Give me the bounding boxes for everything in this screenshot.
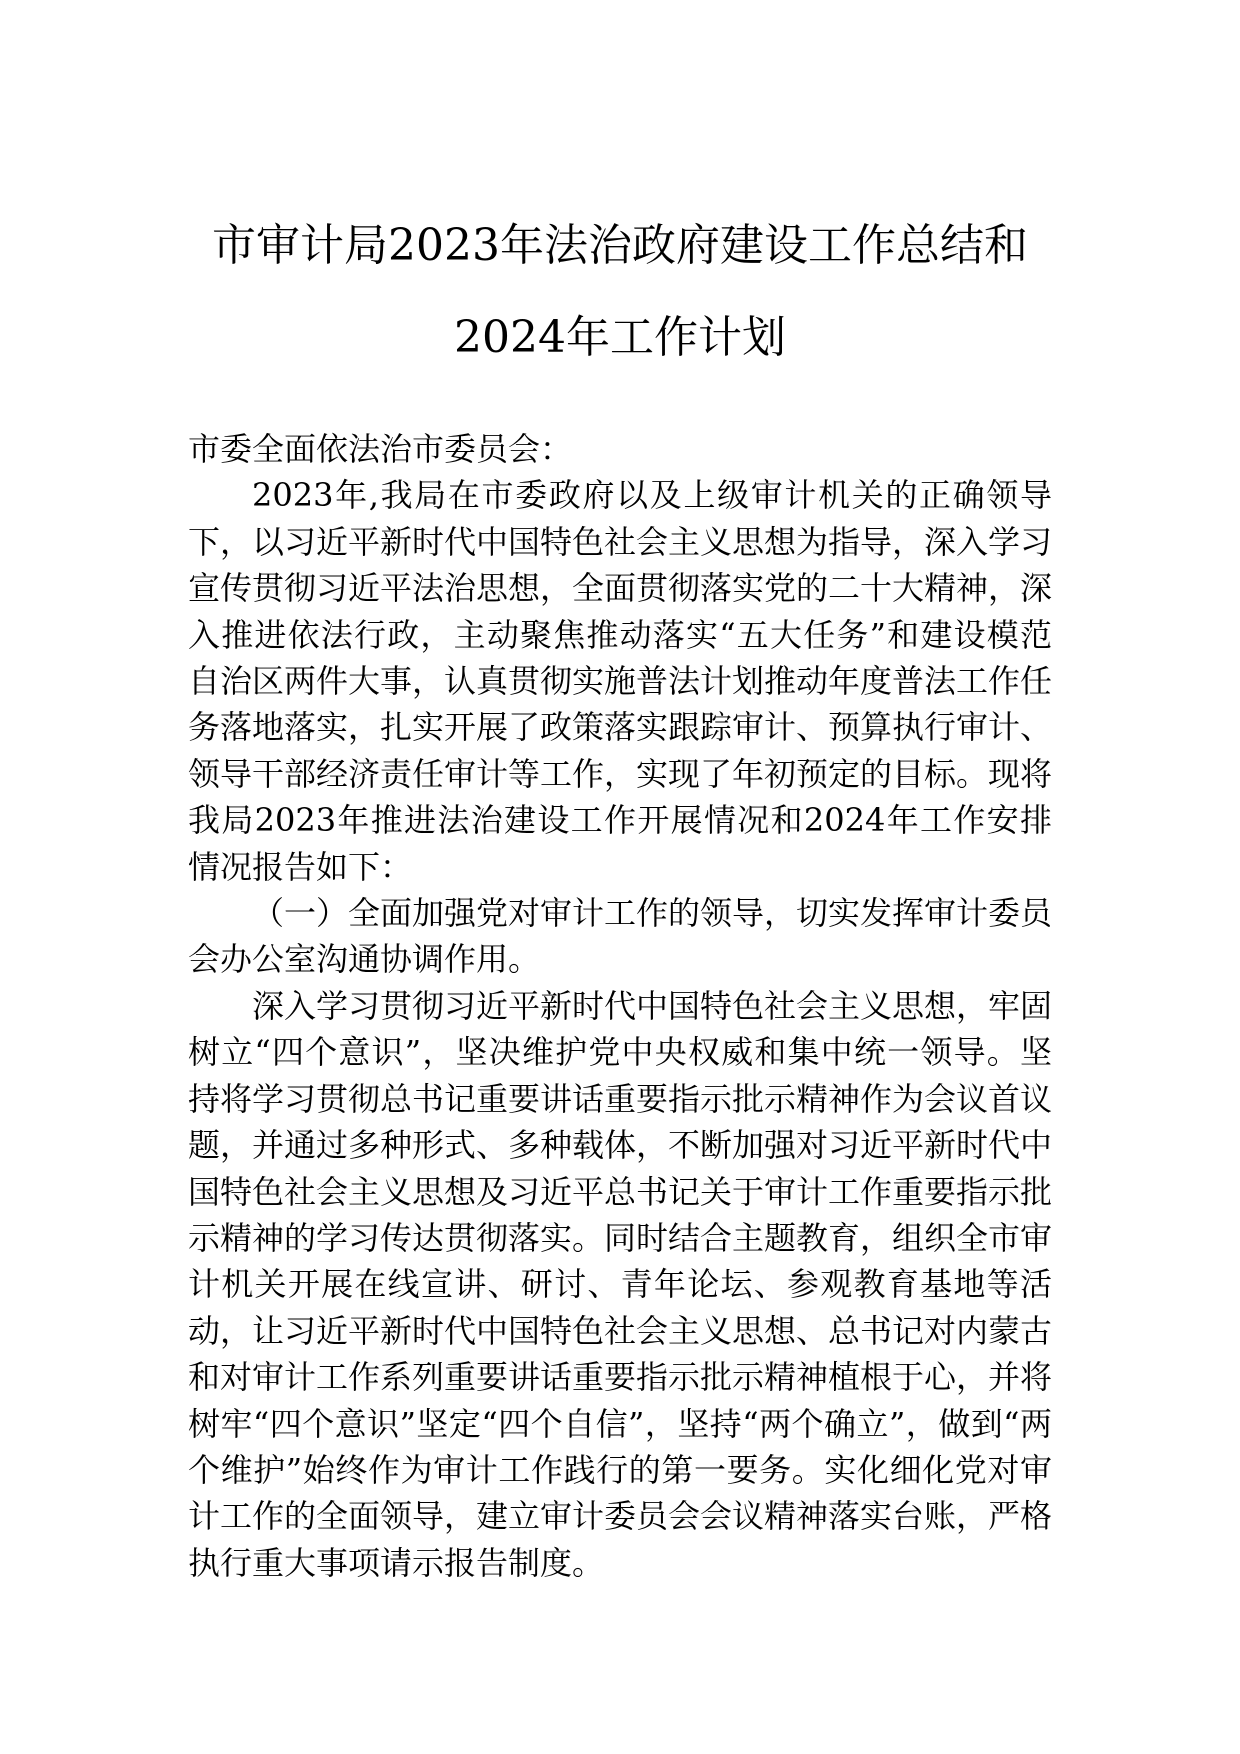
document-title-line-1: 市审计局2023年法治政府建设工作总结和 xyxy=(212,220,1028,271)
document-title-line-2: 2024年工作计划 xyxy=(454,312,786,363)
paragraph-section-1: 深入学习贯彻习近平新时代中国特色社会主义思想，牢固树立“四个意识”，坚决维护党中央权威和集中统一领导。坚持将学习贯彻总书记重要讲话重要指示批示精神作为会议首议题，并通过多种形式、多种载体，不断加强对习近平新时代中国特色社会主义思想及习近平总书记关于审计工作重要指示批示精神的学习传达贯彻落实。同时结合主题教育，组织全市审计机关开展在线宣讲、研讨、青年论坛、参观教育基地等活动，让习近平新时代中国特色社会主义思想、总书记对内蒙古和对审计工作系列重要讲话重要指示批示精神植根于心，并将树牢“四个意识”坚定“四个自信”，坚持“两个确立”，做到“两个维护”始终作为审计工作践行的第一要务。实化细化党对审计工作的全面领导，建立审计委员会会议精神落实台账，严格执行重大事项请示报告制度。 xyxy=(188,986,1053,1582)
document-body xyxy=(188,426,1052,1586)
salutation: 市委全面依法治市委员会： xyxy=(188,430,573,468)
paragraph-intro: 2023年,我局在市委政府以及上级审计机关的正确领导下，以习近平新时代中国特色社会主义思想为指导，深入学习宣传贯彻习近平法治思想，全面贯彻落实党的二十大精神，深入推进依法行政，主动聚焦推动落实“五大任务”和建设模范自治区两件大事，认真贯彻实施普法计划推动年度普法工作任务落地落实，扎实开展了政策落实跟踪审计、预算执行审计、领导干部经济责任审计等工作，实现了年初预定的目标。现将我局2023年推进法治建设工作开展情况和2024年工作安排情况报告如下： xyxy=(188,476,1053,886)
section-heading-1: （一）全面加强党对审计工作的领导，切实发挥审计委员会办公室沟通协调作用。 xyxy=(188,894,1053,979)
